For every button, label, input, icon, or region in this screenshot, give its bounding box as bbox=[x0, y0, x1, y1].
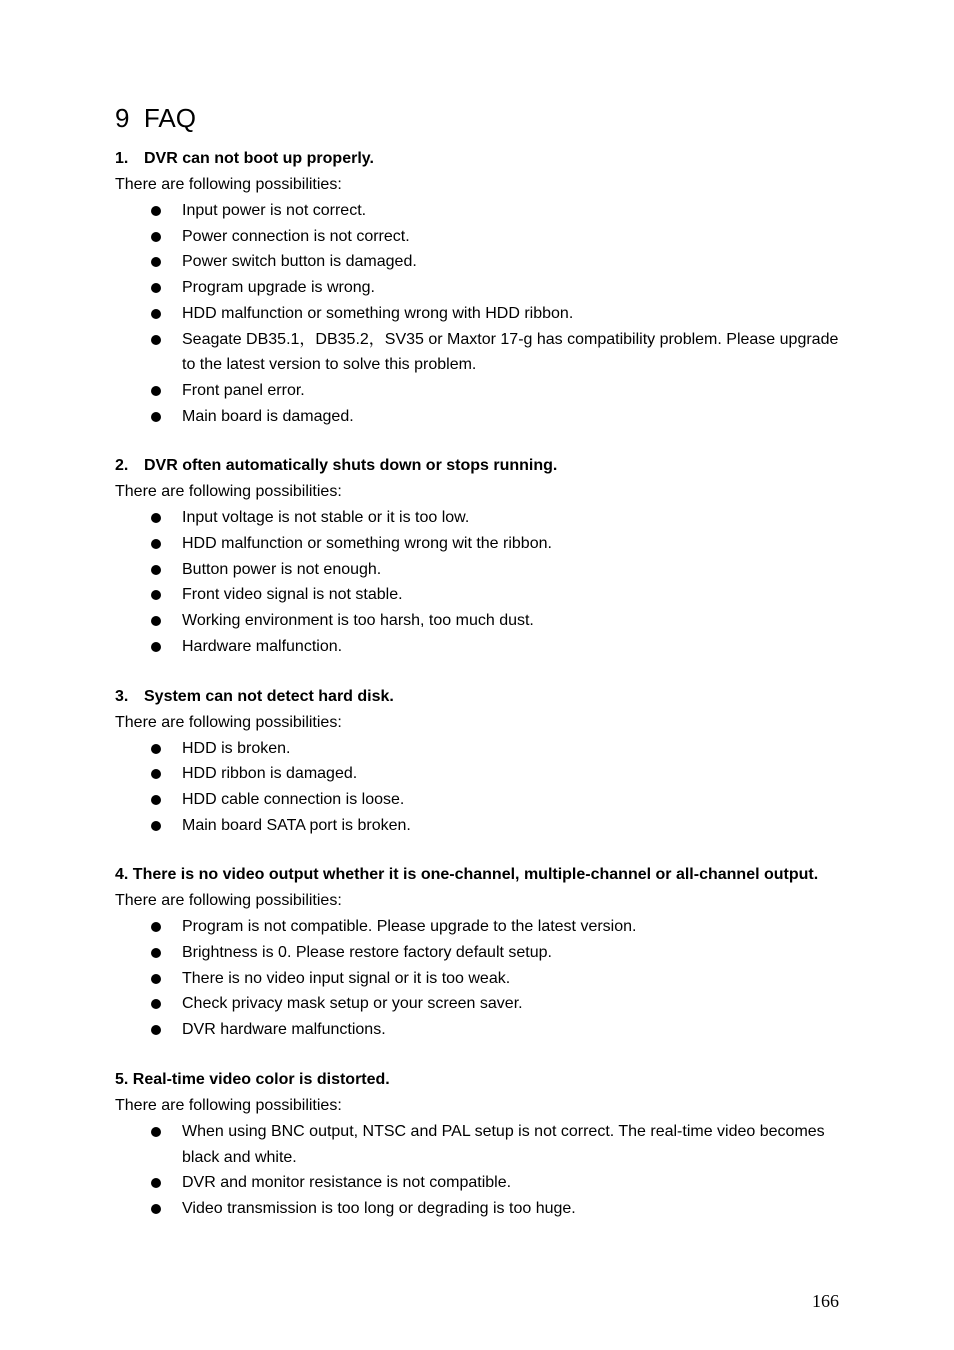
list-item bbox=[115, 914, 840, 940]
question-title bbox=[115, 684, 840, 710]
possibilities-intro: There are following possibilities: bbox=[115, 483, 342, 501]
list-item-text: DVR and monitor resistance is not compatible. bbox=[182, 1174, 512, 1192]
bullet-icon bbox=[151, 335, 161, 345]
faq-section-2 bbox=[115, 453, 840, 659]
bullet-icon bbox=[151, 999, 161, 1009]
bullet-icon bbox=[151, 232, 161, 242]
question-text: DVR can not boot up properly. bbox=[144, 150, 374, 167]
list-item bbox=[115, 582, 840, 608]
chapter-title-text: FAQ bbox=[143, 103, 196, 133]
list-item-text: Brightness is 0. Please restore factory default setup. bbox=[182, 944, 552, 962]
list-item-text: Front video signal is not stable. bbox=[182, 586, 403, 604]
list-item bbox=[115, 736, 840, 762]
list-item-text: Front panel error. bbox=[182, 381, 305, 399]
list-item-text: DVR hardware malfunctions. bbox=[182, 1021, 386, 1039]
faq-section-1 bbox=[115, 146, 840, 429]
possibilities-list bbox=[115, 505, 840, 659]
question-title: 4. There is no video output whether it is one-channel, multiple-channel or all-channel output. bbox=[115, 866, 819, 884]
list-item-text: When using BNC output, NTSC and PAL setup is not correct. The real-time video becomes black and white. bbox=[182, 1122, 825, 1166]
page-number: 166 bbox=[812, 1291, 839, 1311]
bullet-icon bbox=[151, 974, 161, 984]
list-item bbox=[115, 275, 840, 301]
bullet-icon bbox=[151, 821, 161, 831]
bullet-icon bbox=[151, 565, 161, 575]
list-item-text: HDD malfunction or something wrong with HDD ribbon. bbox=[182, 304, 574, 322]
bullet-icon bbox=[151, 642, 161, 652]
list-item bbox=[115, 557, 840, 583]
possibilities-intro: There are following possibilities: bbox=[115, 713, 342, 731]
possibilities-list bbox=[115, 1119, 840, 1222]
list-item-text: HDD is broken. bbox=[182, 739, 291, 757]
list-item-text: Power connection is not correct. bbox=[182, 227, 410, 245]
question-text: System can not detect hard disk. bbox=[144, 687, 394, 705]
list-item bbox=[115, 1170, 840, 1196]
question-number: 3. bbox=[115, 687, 129, 705]
bullet-icon bbox=[151, 206, 161, 216]
list-item-text: Power switch button is damaged. bbox=[182, 253, 417, 271]
possibilities-list bbox=[115, 736, 840, 839]
list-item-text: Main board is damaged. bbox=[182, 407, 354, 425]
list-item-text: Main board SATA port is broken. bbox=[182, 816, 411, 834]
question-title: 5. Real-time video color is distorted. bbox=[115, 1070, 390, 1088]
list-item bbox=[115, 198, 840, 224]
list-item-text: Working environment is too harsh, too much dust. bbox=[182, 612, 534, 630]
bullet-icon bbox=[151, 590, 161, 600]
list-item bbox=[115, 966, 840, 992]
bullet-icon bbox=[151, 744, 161, 754]
list-item-text: Hardware malfunction. bbox=[182, 637, 343, 655]
question-text: DVR often automatically shuts down or stops running. bbox=[144, 457, 558, 475]
bullet-icon bbox=[151, 948, 161, 958]
possibilities-list bbox=[115, 198, 840, 429]
list-item bbox=[115, 1017, 840, 1043]
question-title bbox=[115, 146, 840, 172]
page-content bbox=[115, 100, 840, 1246]
list-item-text: Button power is not enough. bbox=[182, 560, 382, 578]
list-item-text: Seagate DB35.1，DB35.2，SV35 or Maxtor 17-g has compatibility problem. Please upgrade to the latest version to solve this problem. bbox=[182, 330, 839, 374]
list-item-text: Input power is not correct. bbox=[182, 202, 367, 219]
list-item-text: HDD malfunction or something wrong wit the ribbon. bbox=[182, 535, 552, 553]
possibilities-intro: There are following possibilities: bbox=[115, 176, 342, 193]
list-item bbox=[115, 224, 840, 250]
possibilities-intro: There are following possibilities: bbox=[115, 892, 342, 910]
bullet-icon bbox=[151, 539, 161, 549]
bullet-icon bbox=[151, 922, 161, 932]
bullet-icon bbox=[151, 795, 161, 805]
list-item bbox=[115, 301, 840, 327]
chapter-title bbox=[115, 100, 840, 136]
bullet-icon bbox=[151, 412, 161, 422]
bullet-icon bbox=[151, 283, 161, 293]
list-item bbox=[115, 787, 840, 813]
question-number: 1. bbox=[115, 150, 129, 167]
chapter-number: 9 bbox=[115, 103, 130, 133]
list-item-text: Input voltage is not stable or it is too low. bbox=[182, 509, 470, 527]
bullet-icon bbox=[151, 309, 161, 319]
bullet-icon bbox=[151, 1178, 161, 1188]
bullet-icon bbox=[151, 1204, 161, 1214]
bullet-icon bbox=[151, 386, 161, 396]
list-item bbox=[115, 813, 840, 839]
question-number: 2. bbox=[115, 457, 129, 475]
question-title bbox=[115, 453, 840, 479]
list-item bbox=[115, 634, 840, 660]
list-item bbox=[115, 531, 840, 557]
list-item-text: Program upgrade is wrong. bbox=[182, 279, 375, 297]
faq-section-5 bbox=[115, 1067, 840, 1222]
faq-section-4 bbox=[115, 862, 840, 1043]
list-item-text: HDD ribbon is damaged. bbox=[182, 765, 358, 783]
list-item-text: Video transmission is too long or degrading is too huge. bbox=[182, 1199, 576, 1217]
list-item bbox=[115, 249, 840, 275]
list-item bbox=[115, 761, 840, 787]
list-item-text: HDD cable connection is loose. bbox=[182, 790, 405, 808]
list-item bbox=[115, 1119, 840, 1170]
list-item bbox=[115, 378, 840, 404]
list-item bbox=[115, 327, 840, 378]
possibilities-intro: There are following possibilities: bbox=[115, 1096, 342, 1114]
list-item bbox=[115, 608, 840, 634]
bullet-icon bbox=[151, 257, 161, 267]
bullet-icon bbox=[151, 616, 161, 626]
list-item-text: Check privacy mask setup or your screen saver. bbox=[182, 995, 523, 1013]
possibilities-list bbox=[115, 914, 840, 1043]
list-item-text: There is no video input signal or it is too weak. bbox=[182, 969, 511, 987]
list-item bbox=[115, 1196, 840, 1222]
list-item bbox=[115, 991, 840, 1017]
bullet-icon bbox=[151, 513, 161, 523]
faq-section-3 bbox=[115, 684, 840, 839]
list-item-text: Program is not compatible. Please upgrade to the latest version. bbox=[182, 918, 637, 936]
bullet-icon bbox=[151, 1127, 161, 1137]
bullet-icon bbox=[151, 769, 161, 779]
list-item bbox=[115, 404, 840, 430]
list-item bbox=[115, 505, 840, 531]
list-item bbox=[115, 940, 840, 966]
bullet-icon bbox=[151, 1025, 161, 1035]
